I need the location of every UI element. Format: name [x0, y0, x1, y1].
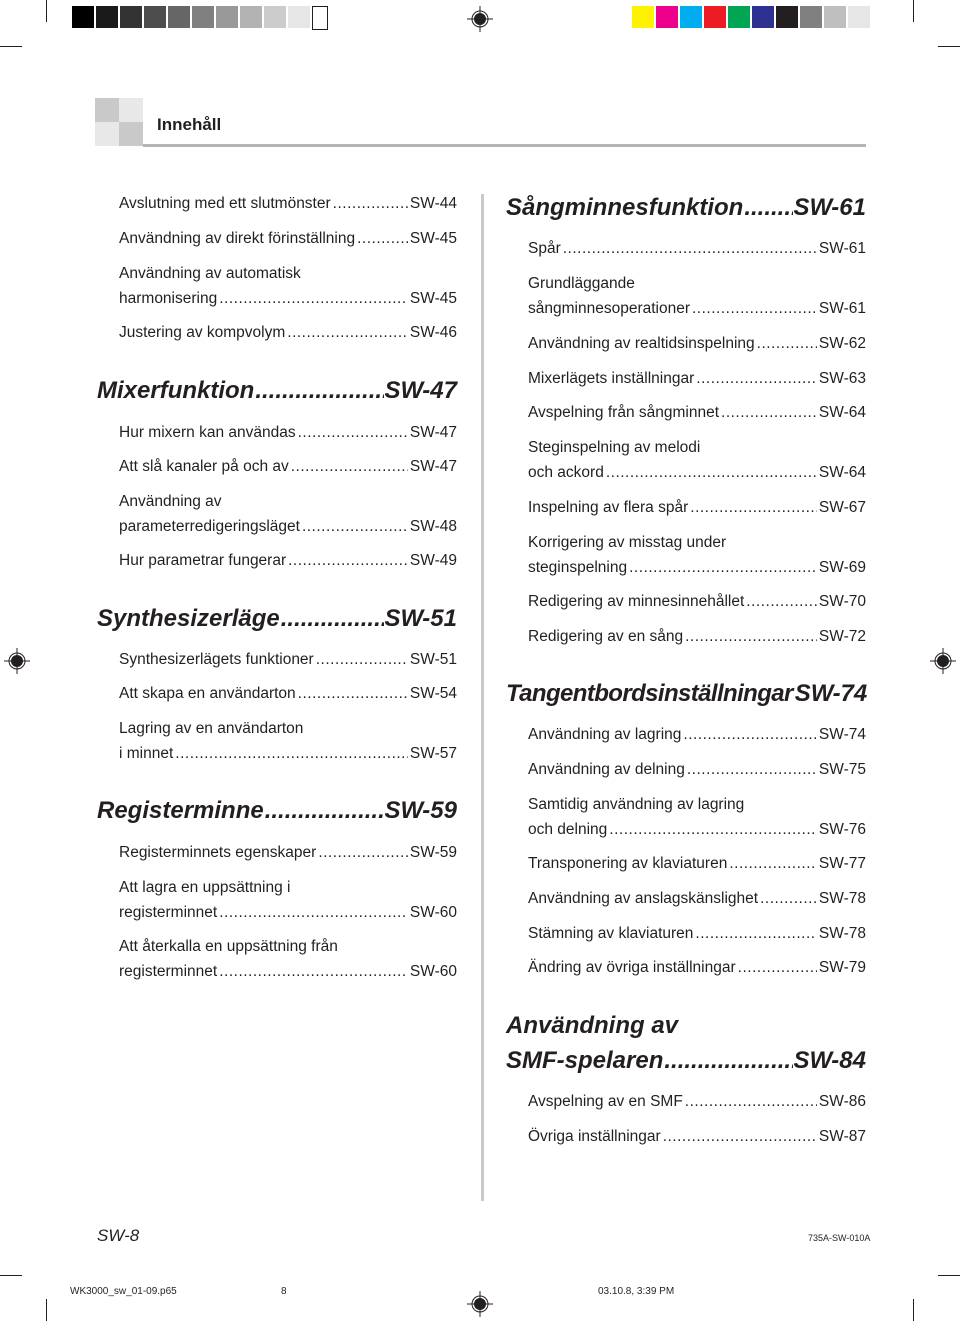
gray-swatch	[240, 6, 262, 28]
toc-entry[interactable]: Korrigering av misstag under steginspelning ..... SW-69	[528, 530, 866, 580]
color-swatch	[848, 6, 870, 28]
page-number: SW-8	[97, 1226, 140, 1245]
gray-swatch	[288, 6, 310, 28]
color-swatch	[680, 6, 702, 28]
gray-swatch	[168, 6, 190, 28]
toc-entry-line1: Att återkalla en uppsättning från	[119, 938, 338, 955]
crop-mark	[913, 0, 914, 22]
toc-entry[interactable]: Ändring av övriga inställningar ..... SW-79	[528, 955, 866, 980]
toc-entry[interactable]: Inspelning av flera spår ..... SW-67	[528, 495, 866, 520]
crop-mark	[46, 0, 47, 22]
color-swatch	[824, 6, 846, 28]
gray-swatch	[192, 6, 214, 28]
crop-mark	[0, 1275, 22, 1276]
color-swatch	[752, 6, 774, 28]
toc-entry[interactable]: Användning av delning ..... SW-75	[528, 757, 866, 782]
toc-entry[interactable]: Lagring av en användarton i minnet ..... SW-57	[119, 716, 457, 766]
crop-mark	[0, 46, 22, 47]
registration-mark-icon	[467, 6, 493, 32]
column-divider	[481, 194, 484, 1201]
crop-mark	[938, 1275, 960, 1276]
gray-swatch	[216, 6, 238, 28]
toc-entry[interactable]: Redigering av en sång ..... SW-72	[528, 624, 866, 649]
toc-entry[interactable]: Användning av anslagskänslighet ..... SW-78	[528, 886, 866, 911]
toc-entry[interactable]: Avspelning av en SMF ..... SW-86	[528, 1089, 866, 1114]
gray-swatch	[312, 6, 328, 30]
toc-entry[interactable]: Att återkalla en uppsättning från registerminnet ..... SW-60	[119, 934, 457, 984]
toc-section[interactable]: Synthesizerläge ..... SW-51	[97, 604, 457, 634]
toc-entry[interactable]: Användning av realtidsinspelning ..... SW-62	[528, 331, 866, 356]
toc-entry[interactable]: Redigering av minnesinnehållet ..... SW-70	[528, 589, 866, 614]
crop-mark	[938, 46, 960, 47]
toc-entry[interactable]: Att lagra en uppsättning i registerminnet ..... SW-60	[119, 875, 457, 925]
slug-date: 03.10.8, 3:39 PM	[598, 1286, 675, 1297]
toc-entry-line1: Att lagra en uppsättning i	[119, 879, 291, 896]
toc-entry[interactable]: Användning av parameterredigeringsläget ..... SW-48	[119, 489, 457, 539]
registration-mark-icon	[467, 1291, 493, 1317]
toc-entry[interactable]: Avspelning från sångminnet ..... SW-64	[528, 400, 866, 425]
color-swatch	[632, 6, 654, 28]
toc-entry[interactable]: Att skapa en användarton ..... SW-54	[119, 681, 457, 706]
toc-entry[interactable]: Användning av direkt förinställning ..... SW-45	[119, 226, 457, 251]
registration-mark-icon	[4, 648, 30, 674]
toc-entry-line1: Steginspelning av melodi	[528, 439, 701, 456]
gray-swatch	[72, 6, 94, 28]
gray-swatch	[144, 6, 166, 28]
toc-section[interactable]: Registerminne ..... SW-59	[97, 796, 457, 826]
toc-entry[interactable]: Grundläggande sångminnesoperationer ..... SW-61	[528, 271, 866, 321]
slug-filename: WK3000_sw_01-09.p65	[70, 1286, 177, 1297]
toc-section[interactable]: Sångminnesfunktion ..... SW-61	[506, 193, 866, 223]
toc-entry[interactable]: Stämning av klaviaturen ..... SW-78	[528, 921, 866, 946]
crop-mark	[46, 1299, 47, 1321]
toc-entry[interactable]: Synthesizerlägets funktioner ..... SW-51	[119, 647, 457, 672]
toc-entry[interactable]: Transponering av klaviaturen ..... SW-77	[528, 851, 866, 876]
color-swatch	[728, 6, 750, 28]
toc-entry[interactable]: Justering av kompvolym ..... SW-46	[119, 320, 457, 345]
toc-section-line1: Användning av	[506, 1012, 679, 1039]
toc-section[interactable]: SMF-spelaren ..... SW-84	[506, 1046, 866, 1076]
page-title: Innehåll	[157, 115, 222, 134]
toc-section[interactable]: Mixerfunktion ..... SW-47	[97, 376, 457, 406]
header-decoration	[119, 98, 143, 122]
toc-entry[interactable]: Användning av lagring ..... SW-74	[528, 722, 866, 747]
toc-entry[interactable]: Spår ..... SW-61	[528, 236, 866, 261]
toc-entry-line1: Användning av	[119, 493, 222, 510]
gray-swatch	[96, 6, 118, 28]
header-decoration	[95, 122, 119, 146]
toc-entry[interactable]: Att slå kanaler på och av ..... SW-47	[119, 454, 457, 479]
color-swatch	[704, 6, 726, 28]
toc-entry[interactable]: Hur mixern kan användas ..... SW-47	[119, 420, 457, 445]
document-code: 735A-SW-010A	[808, 1233, 871, 1243]
crop-mark	[913, 1299, 914, 1321]
slug-page: 8	[281, 1286, 287, 1297]
color-swatch	[776, 6, 798, 28]
toc-entry-line1: Samtidig användning av lagring	[528, 796, 745, 813]
toc-entry[interactable]: Registerminnets egenskaper ..... SW-59	[119, 840, 457, 865]
toc-entry[interactable]: Användning av automatisk harmonisering ..... SW-45	[119, 261, 457, 311]
toc-entry[interactable]: Avslutning med ett slutmönster ..... SW-44	[119, 191, 457, 216]
toc-entry[interactable]: Steginspelning av melodi och ackord ..... SW-64	[528, 435, 866, 485]
header-rule	[143, 144, 866, 147]
toc-entry[interactable]: Hur parametrar fungerar ..... SW-49	[119, 548, 457, 573]
toc-entry-line1: Korrigering av misstag under	[528, 534, 727, 551]
color-swatch	[656, 6, 678, 28]
toc-entry-line1: Användning av automatisk	[119, 265, 301, 282]
toc-section[interactable]: Tangentbordsinställningar SW-74	[506, 680, 868, 707]
gray-swatch	[120, 6, 142, 28]
color-swatch	[800, 6, 822, 28]
registration-mark-icon	[930, 648, 956, 674]
gray-swatch	[264, 6, 286, 28]
toc-entry-line1: Lagring av en användarton	[119, 720, 304, 737]
toc-entry[interactable]: Mixerlägets inställningar ..... SW-63	[528, 366, 866, 391]
toc-entry[interactable]: Övriga inställningar ..... SW-87	[528, 1124, 866, 1149]
toc-entry[interactable]: Samtidig användning av lagring och delning ..... SW-76	[528, 792, 866, 842]
toc-entry-line1: Grundläggande	[528, 275, 635, 292]
